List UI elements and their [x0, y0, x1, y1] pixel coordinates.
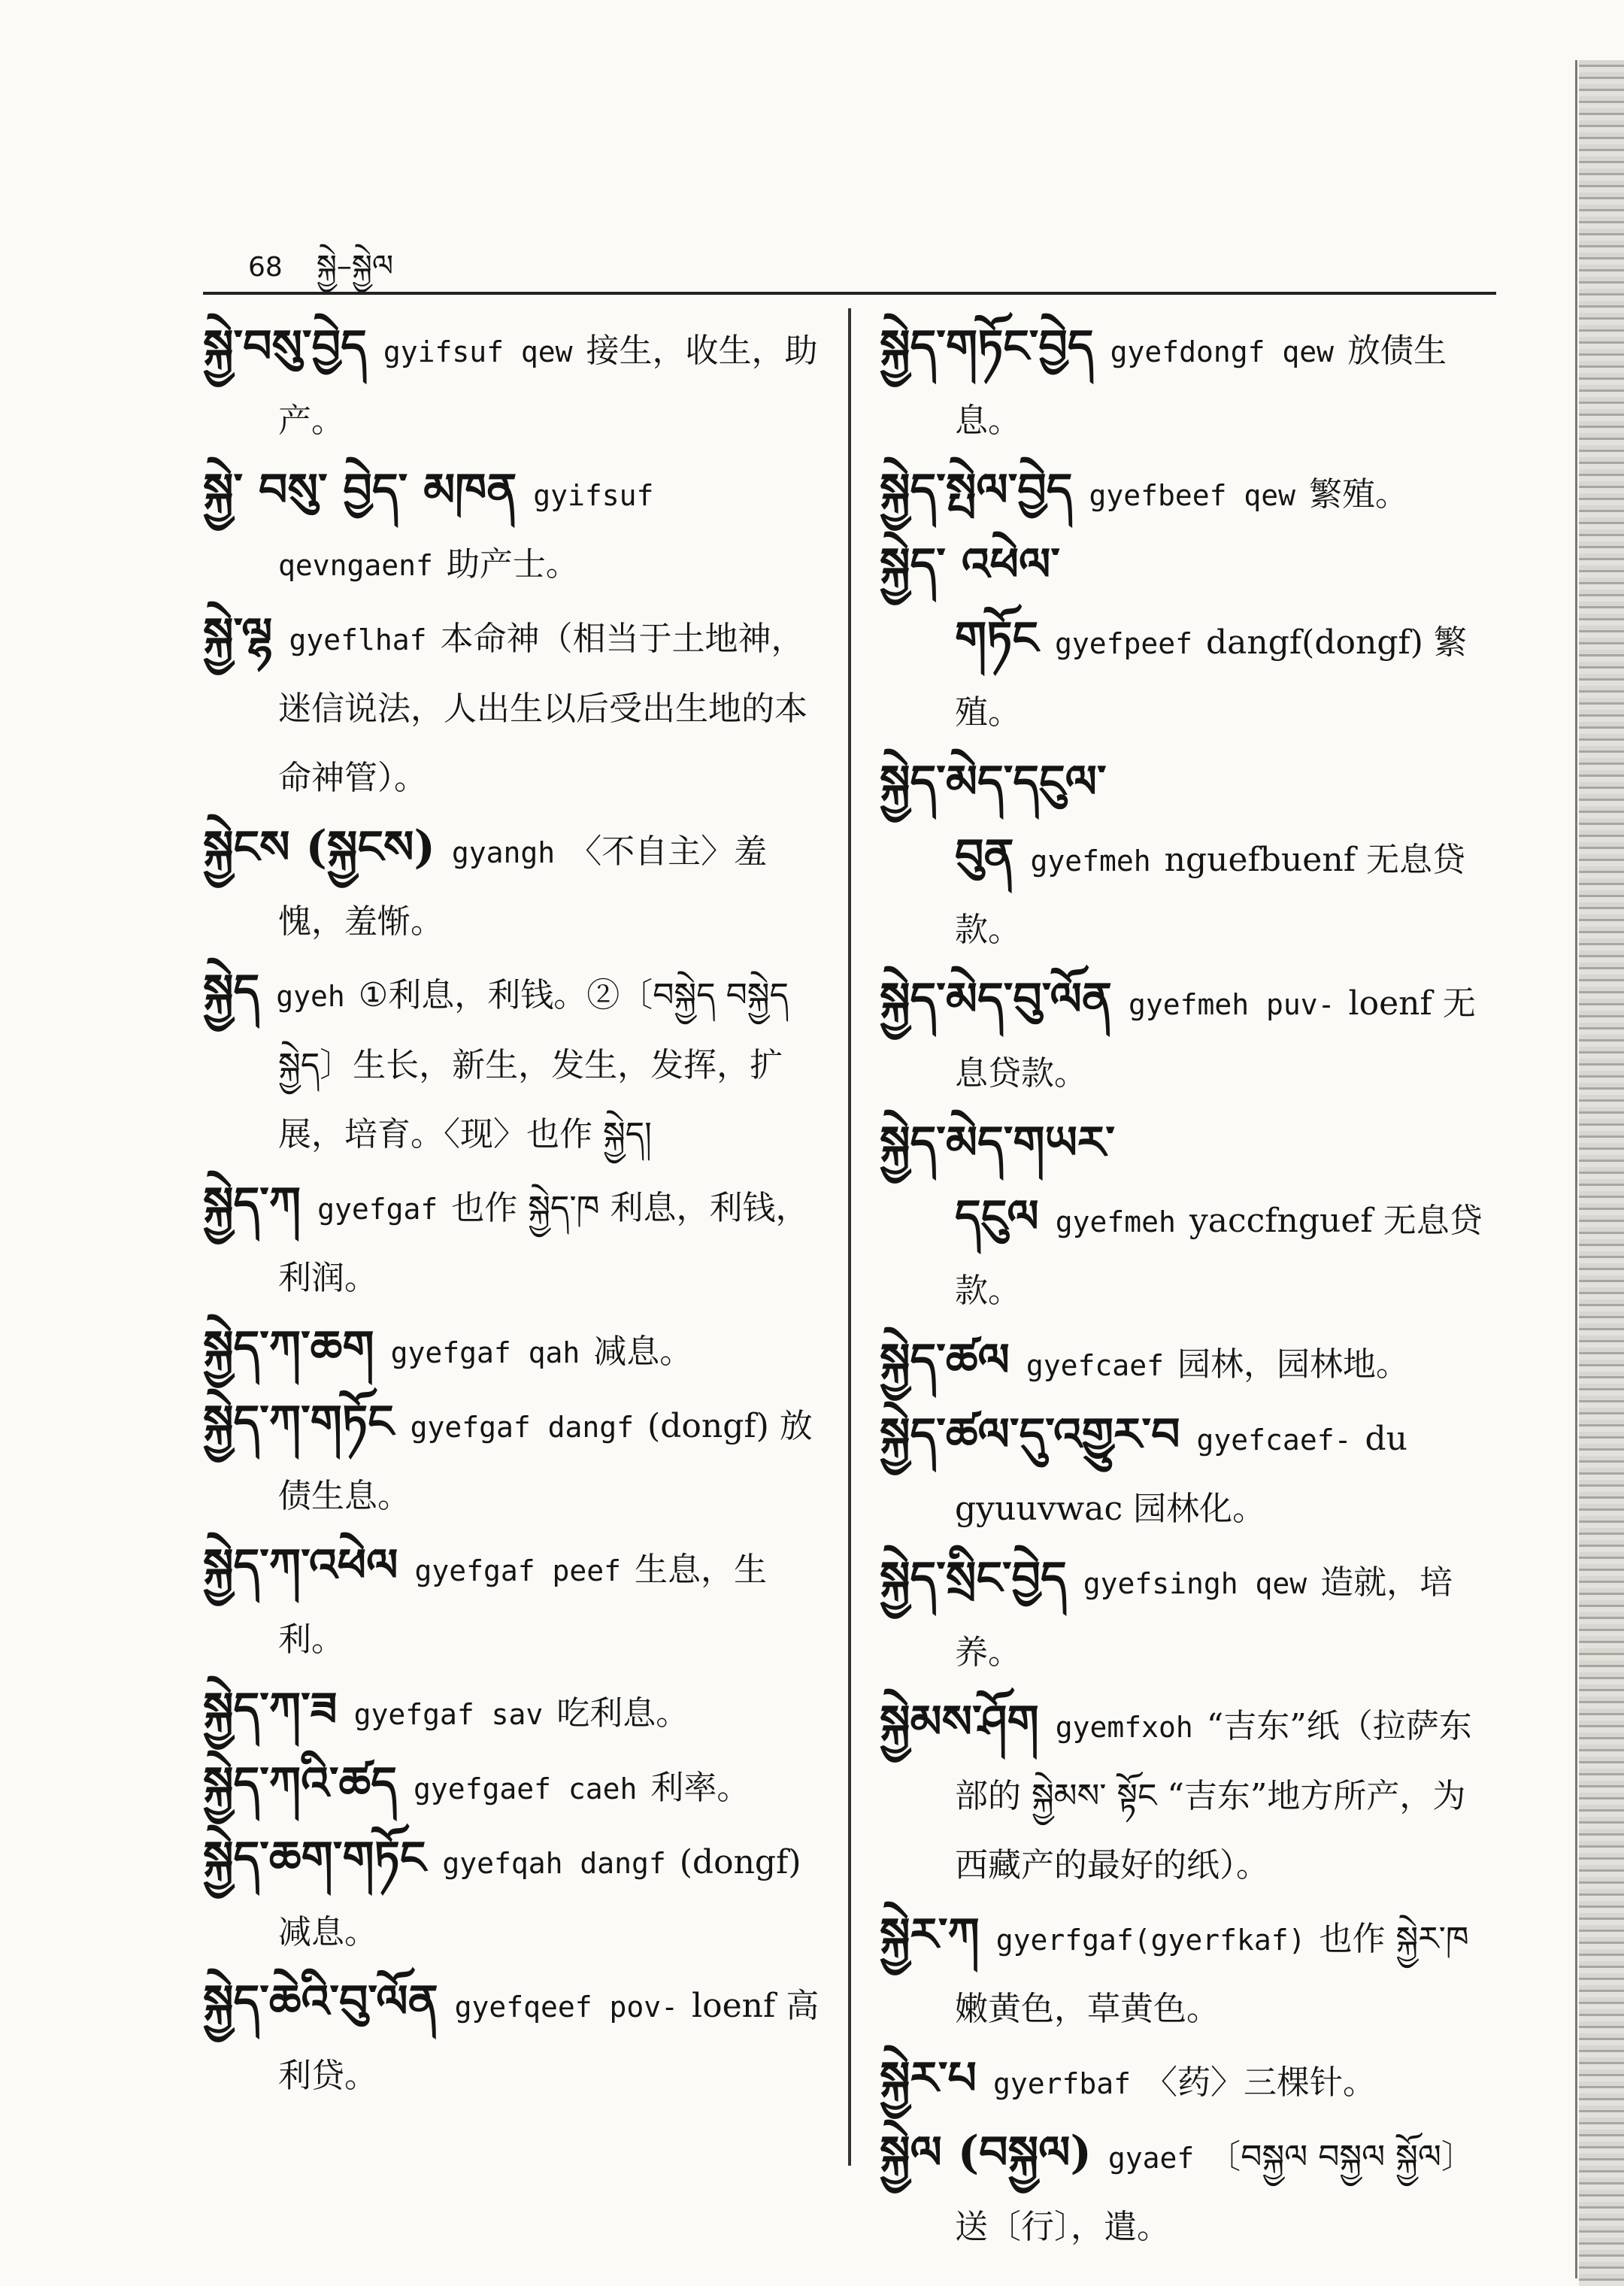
column-divider [848, 308, 851, 2166]
page-edge-line [1575, 60, 1577, 2278]
definition: 生息，生利。 [278, 1551, 768, 1659]
definition: loenf 高利贷。 [278, 1987, 820, 2095]
definition: 助产士。 [446, 545, 579, 584]
dictionary-entry [203, 957, 820, 1169]
romanization: gyefgaf dangf [410, 1411, 635, 1444]
romanization: gyeflhaf [289, 623, 427, 656]
headword-tibetan: སྐྱེ་བསུ་བྱེད [203, 320, 367, 373]
right-column [880, 312, 1496, 2262]
dictionary-entry [880, 2118, 1496, 2262]
headword-tibetan: སྐྱེད [203, 965, 260, 1017]
headword-tibetan: སྐྱེད་ཀ་འཕེལ [203, 1539, 398, 1592]
headword-tibetan: སྐྱེད་ཀ་ཆག [203, 1321, 374, 1374]
definition: 〈药〉三棵针。 [1144, 2063, 1376, 2102]
romanization: gyefbeef qew [1089, 479, 1296, 512]
headword-tibetan: སྐྱེད་ཆག་གཏོང [203, 1832, 426, 1884]
headword-tibetan: སྐྱེད་མེད་དངུལ་བུན [880, 756, 1107, 882]
dictionary-entry [880, 2044, 1496, 2118]
romanization: gyifsuf qevngaenf [278, 479, 654, 582]
definition: 吃利息。 [556, 1694, 689, 1733]
dictionary-entry [203, 1967, 820, 2111]
definition: yaccfnguef 无息贷款。 [955, 1202, 1483, 1310]
romanization: gyefqeef pov- [454, 1990, 679, 2024]
romanization: gyerfbaf [992, 2067, 1131, 2100]
header-rule [203, 292, 1496, 295]
definition: dangf(dongf) 繁殖。 [955, 623, 1467, 732]
headword-tibetan: སྐྱེད་གཏོང་བྱེད [880, 320, 1094, 373]
page-header [248, 232, 394, 283]
headword-tibetan: སྐྱེད་ཚལ [880, 1334, 1010, 1387]
definition: “吉东”纸（拉萨东部的 སྐྱེམས་ སྟོང “吉东”地方所产，为西藏产的最好的纸）。 [955, 1707, 1472, 1884]
guide-words: སྐྱེ–སྐྱེལ [316, 249, 394, 283]
romanization: gyangh [451, 836, 556, 869]
dictionary-entry [203, 1824, 820, 1967]
romanization: gyefcaef- [1196, 1423, 1352, 1457]
dictionary-entry [203, 312, 820, 456]
definition: 利率。 [650, 1769, 750, 1807]
definition: 放债生息。 [955, 332, 1447, 440]
headword-tibetan: སྐྱེད་མེད་བུ་ལོན [880, 973, 1112, 1026]
dictionary-entry [203, 600, 820, 813]
headword-tibetan: སྐྱེད་ཀ [203, 1178, 301, 1230]
headword-tibetan: སྐྱེར་ཀ [880, 1909, 980, 1961]
dictionary-entry [880, 965, 1496, 1108]
headword-tibetan: སྐྱེམས་ཤོག [880, 1696, 1039, 1748]
romanization: gyemfxoh [1055, 1711, 1193, 1744]
headword-tibetan: སྐྱེངས (སྐྱངས) [203, 821, 435, 874]
dictionary-entry [203, 1313, 820, 1387]
definition: nguefbuenf 无息贷款。 [955, 841, 1465, 949]
definition: 本命神（相当于土地神，迷信说法，人出生以后受出生地的本命神管）。 [278, 620, 807, 797]
romanization: gyefgaf peef [414, 1554, 622, 1587]
definition: ①利息，利钱。②〔བསྐྱེད བསྐྱེད སྐྱེད〕生长，新生，发生，发挥，扩展，培育。〈现〉也作 སྐྱེད། [278, 976, 789, 1154]
dictionary-entry [880, 1544, 1496, 1687]
headword-tibetan: སྐྱེད་སྤེལ་བྱེད [880, 464, 1073, 517]
headword-tibetan: སྐྱེ་ལྷ [203, 608, 273, 661]
dictionary-entry [203, 1675, 820, 1749]
definition: 减息。 [593, 1332, 693, 1371]
definition: 繁殖。 [1309, 475, 1409, 514]
dictionary-entry [880, 1108, 1496, 1326]
definition: (dongf) 减息。 [278, 1843, 801, 1951]
dictionary-entry [203, 1169, 820, 1313]
dictionary-entry [203, 1387, 820, 1531]
dictionary-entry [880, 456, 1496, 530]
headword-tibetan: སྐྱེད་ཀ་གཏོང [203, 1396, 394, 1448]
dictionary-entry [880, 747, 1496, 965]
dictionary-entry [203, 1749, 820, 1824]
dictionary-entry [880, 1326, 1496, 1400]
dictionary-entry [203, 456, 820, 600]
headword-tibetan: སྐྱེར་པ [880, 2052, 977, 2105]
definition: du gyuuvwac 园林化。 [955, 1420, 1407, 1528]
dictionary-entry [203, 1531, 820, 1675]
definition: 〔བསྐྱལ བསྐྱལ སྐྱོལ〕送〔行〕，遣。 [955, 2138, 1474, 2246]
romanization: gyefmeh [1055, 1205, 1176, 1239]
romanization: gyefgaef caeh [413, 1772, 638, 1805]
dictionary-entry [203, 813, 820, 957]
definition: 〈不自主〉羞愧，羞惭。 [278, 832, 768, 941]
headword-tibetan: སྐྱེད་ འཕེལ་ གཏོང [880, 538, 1060, 665]
headword-tibetan: སྐྱེད་མེད་གཡར་དངུལ [880, 1117, 1116, 1243]
definition: 也作 སྐྱེར་ཁ 嫩黄色，草黄色。 [955, 1920, 1469, 2028]
definition: loenf 无息贷款。 [955, 984, 1476, 1093]
definition: 也作 སྐྱེད་ཁ 利息，利钱，利润。 [278, 1189, 809, 1297]
dictionary-entry [880, 1900, 1496, 2044]
headword-tibetan: སྐྱེད་སྲིང་བྱེད [880, 1552, 1067, 1605]
romanization: gyefcaef [1026, 1349, 1164, 1382]
romanization: gyifsuf qew [383, 335, 573, 368]
romanization: gyefpeef [1054, 627, 1192, 660]
dictionary-entry [880, 312, 1496, 456]
dictionary-entry [880, 1400, 1496, 1544]
romanization: gyaef [1107, 2142, 1195, 2175]
romanization: gyeh [276, 980, 345, 1013]
headword-tibetan: སྐྱེད་ཆེའི་བུ་ལོན [203, 1975, 438, 2028]
headword-tibetan: སྐྱེད་ཀའི་ཚད [203, 1757, 397, 1810]
romanization: gyefqah dangf [442, 1847, 666, 1880]
romanization: gyefgaf sav [353, 1698, 544, 1731]
definition: 造就，培养。 [955, 1563, 1453, 1672]
romanization: gyefmeh puv- [1128, 988, 1335, 1021]
definition: 园林，园林地。 [1177, 1345, 1409, 1384]
headword-tibetan: སྐྱེལ (བསྐྱལ) [880, 2127, 1092, 2179]
definition: (dongf) 放债生息。 [278, 1407, 813, 1515]
romanization: gyerfgaf(gyerfkaf) [995, 1924, 1306, 1957]
romanization: gyefgaf qah [390, 1336, 580, 1369]
romanization: gyefdongf qew [1110, 335, 1335, 368]
romanization: gyefmeh [1030, 844, 1151, 878]
scan-edge-texture [1579, 60, 1624, 2286]
romanization: gyefgaf [317, 1193, 438, 1226]
headword-tibetan: སྐྱེད་ཀ་ཟ [203, 1683, 338, 1736]
dictionary-entry [880, 1687, 1496, 1900]
headword-tibetan: སྐྱེ་ བསུ་ བྱེད་ མཁན [203, 464, 517, 517]
dictionary-entry [880, 530, 1496, 747]
left-column [203, 312, 820, 2111]
page-number: 68 [248, 252, 283, 283]
definition: 接生，收生，助产。 [278, 332, 818, 440]
romanization: gyefsingh qew [1083, 1567, 1307, 1600]
headword-tibetan: སྐྱེད་ཚལ་དུ་འགྱུར་བ [880, 1408, 1180, 1461]
